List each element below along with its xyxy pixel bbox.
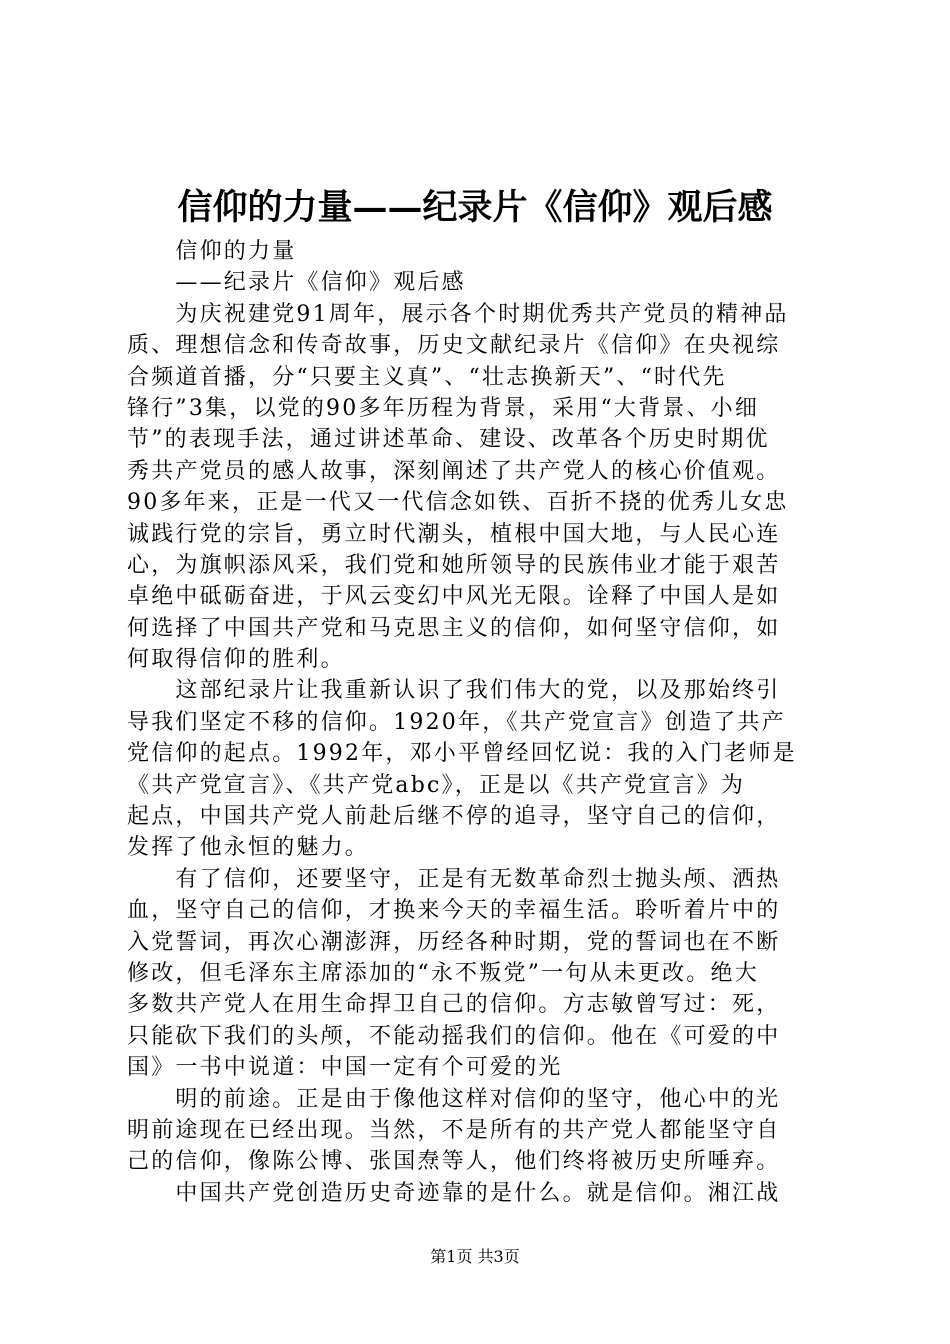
text-line: 入党誓词，再次心潮澎湃，历经各种时期，党的誓词也在不断 (127, 929, 781, 955)
text-line: 节”的表现手法，通过讲述革命、建设、改革各个历史时期优 (127, 427, 770, 453)
text-line: 这部纪录片让我重新认识了我们伟大的党，以及那始终引 (127, 678, 781, 704)
document-title: 信仰的力量——纪录片《信仰》观后感 (177, 187, 773, 228)
text-line: 己的信仰，像陈公博、张国焘等人，他们终将被历史所唾弃。 (127, 1149, 781, 1175)
text-line: 国》一书中说道：中国一定有个可爱的光 (127, 1055, 563, 1081)
text-line: 有了信仰，还要坚守，正是有无数革命烈士抛头颅、洒热 (127, 866, 781, 892)
text-line: 秀共产党员的感人故事，深刻阐述了共产党人的核心价值观。 (127, 458, 781, 484)
document-body (127, 236, 827, 1209)
text-line: 锋行”3集，以党的90多年历程为背景，采用“大背景、小细 (127, 395, 760, 421)
text-line: 为庆祝建党91周年，展示各个时期优秀共产党员的精神品 (127, 301, 789, 327)
text-line: 中国共产党创造历史奇迹靠的是什么。就是信仰。湘江战 (127, 1180, 781, 1206)
page-number-footer: 第1页 共3页 (430, 1247, 520, 1266)
text-line: 明的前途。正是由于像他这样对信仰的坚守，他心中的光 (127, 1086, 781, 1112)
text-line: 发挥了他永恒的魅力。 (127, 835, 370, 861)
text-line: 多数共产党人在用生命捍卫自己的信仰。方志敏曾写过：死， (127, 992, 781, 1018)
text-line: 信仰的力量 (127, 239, 297, 264)
text-line: 导我们坚定不移的信仰。1920年，《共产党宣言》创造了共产 (127, 709, 786, 735)
text-line: 修改，但毛泽东主席添加的“永不叛党”一句从未更改。绝大 (127, 960, 759, 986)
text-line: 只能砍下我们的头颅，不能动摇我们的信仰。他在《可爱的中 (127, 1023, 781, 1049)
text-line: 诚践行党的宗旨，勇立时代潮头，植根中国大地，与人民心连 (127, 521, 781, 547)
text-line: 《共产党宣言》、《共产党abc》，正是以《共产党宣言》为 (127, 772, 746, 798)
text-line: 何取得信仰的胜利。 (127, 647, 345, 673)
text-line: 何选择了中国共产党和马克思主义的信仰，如何坚守信仰，如 (127, 615, 781, 641)
text-line: 90多年来，正是一代又一代信念如铁、百折不挠的优秀儿女忠 (127, 490, 789, 516)
text-line: 心，为旗帜添风采，我们党和她所领导的民族伟业才能于艰苦 (127, 552, 781, 578)
text-line: 起点，中国共产党人前赴后继不停的追寻，坚守自己的信仰， (127, 804, 781, 830)
text-line: ——纪录片《信仰》观后感 (127, 270, 466, 296)
text-line: 质、理想信念和传奇故事，历史文献纪录片《信仰》在央视综 (127, 333, 781, 359)
text-line: 党信仰的起点。1992年，邓小平曾经回忆说：我的入门老师是 (127, 741, 797, 767)
text-line: 血，坚守自己的信仰，才换来今天的幸福生活。聆听着片中的 (127, 898, 781, 924)
text-line: 合频道首播，分“只要主义真”、“壮志换新天”、“时代先 (127, 364, 727, 390)
text-line: 卓绝中砥砺奋进，于风云变幻中风光无限。诠释了中国人是如 (127, 584, 781, 610)
text-line: 明前途现在已经出现。当然，不是所有的共产党人都能坚守自 (127, 1117, 781, 1143)
